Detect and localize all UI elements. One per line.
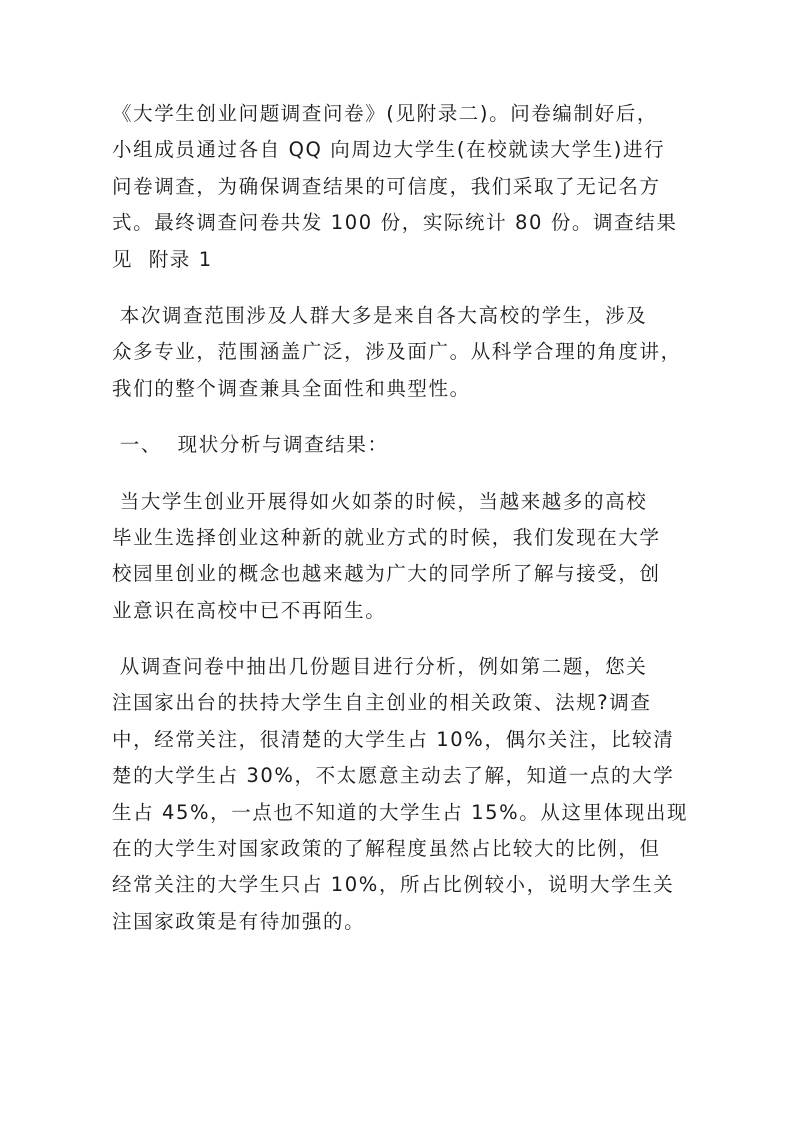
paragraph-policy-analysis — [112, 649, 689, 940]
text-line: 问卷调查，为确保调查结果的可信度，我们采取了无记名方 — [112, 174, 661, 198]
document-body — [112, 96, 689, 960]
text-line: 毕业生选择创业这种新的就业方式的时候，我们发现在大学 — [112, 525, 661, 549]
paragraph-entrepreneurship-awareness — [112, 484, 680, 630]
text-line: 从调查问卷中抽出几份题目进行分析，例如第二题，您关 — [112, 655, 648, 679]
text-line: 在的大学生对国家政策的了解程度虽然占比较大的比例，但 — [112, 837, 661, 861]
text-line: 中，经常关注，很清楚的大学生占 10%，偶尔关注，比较清 — [112, 727, 675, 751]
text-line: 楚的大学生占 30%，不太愿意主动去了解，知道一点的大学 — [112, 764, 675, 788]
text-line: 业意识在高校中已不再陌生。 — [112, 598, 387, 622]
text-line: 注国家出台的扶持大学生自主创业的相关政策、法规?调查 — [112, 691, 652, 715]
text-line: 式。最终调查问卷共发 100 份，实际统计 80 份。调查结果 — [112, 211, 678, 235]
paragraph-survey-method — [112, 96, 680, 278]
text-line: 众多专业，范围涵盖广泛，涉及面广。从科学合理的角度讲， — [112, 340, 682, 364]
text-line: 《大学生创业问题调查问卷》(见附录二)。问卷编制好后， — [112, 102, 658, 125]
text-line: 当大学生创业开展得如火如荼的时候，当越来越多的高校 — [112, 489, 648, 513]
text-line: 校园里创业的概念也越来越为广大的同学所了解与接受，创 — [112, 562, 661, 586]
heading-line: 一、 现状分析与调查结果： — [112, 433, 389, 457]
text-line: 经常关注的大学生只占 10%，所占比例较小，说明大学生关 — [112, 873, 675, 897]
text-line: 生占 45%，一点也不知道的大学生占 15%。从这里体现出现 — [112, 800, 689, 824]
text-line: 本次调查范围涉及人群大多是来自各大高校的学生，涉及 — [112, 303, 648, 327]
section-heading — [112, 427, 680, 463]
text-line: 小组成员通过各自 QQ 向周边大学生(在校就读大学生)进行 — [112, 138, 666, 162]
paragraph-survey-scope — [112, 298, 680, 407]
text-line: 我们的整个调查兼具全面性和典型性。 — [112, 376, 471, 400]
text-line: 注国家政策是有待加强的。 — [112, 909, 366, 933]
text-line: 见 附录 1 — [112, 247, 213, 271]
